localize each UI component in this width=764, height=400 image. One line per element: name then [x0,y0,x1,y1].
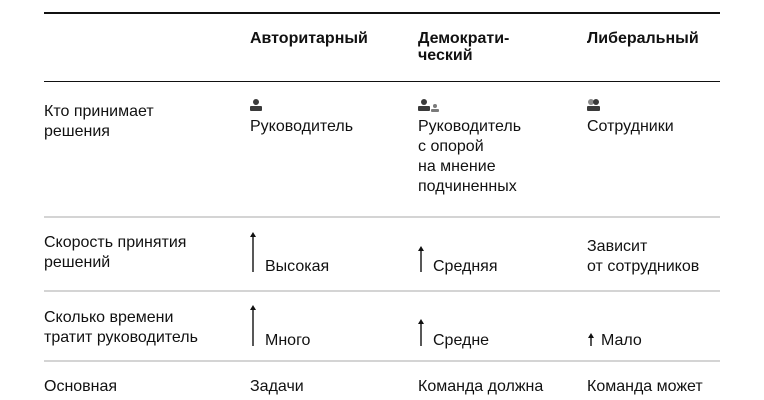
row-label-time [44,308,198,348]
arrow-up-icon [417,319,425,346]
column-header-liberal: Либеральный [587,30,699,47]
time-liberal: Мало [601,332,642,349]
row-label-speed [44,233,186,273]
decides-authoritarian-text: Руководитель [250,118,354,135]
row-label-decides-line2: решения [44,123,110,140]
speed-liberal-line1: Зависит [587,238,648,255]
row-label-speed-line1: Скорость принятия [44,234,187,251]
row-label-time-line1: Сколько времени [44,309,174,326]
row-label-speed-line2: решений [44,254,111,271]
decides-democratic-line4: подчиненных [418,178,517,195]
cell-decides-democratic [418,98,521,197]
row-label-decides-line1: Кто принимает [44,103,154,120]
row-label-time-line2: тратит руководитель [44,329,198,346]
arrow-up-icon [249,232,257,272]
speed-liberal [587,237,699,277]
decides-liberal-text: Сотрудники [587,118,674,135]
column-header-democratic [418,30,509,64]
focus-liberal: Команда может [587,378,703,395]
time-authoritarian: Много [265,332,311,349]
row-separator [44,360,720,362]
time-democratic: Средне [433,332,490,349]
manager-with-subordinate-icon [418,98,438,112]
arrow-up-icon [587,333,595,346]
cell-decides-liberal [587,98,674,137]
decides-democratic-line1: Руководитель [418,118,522,135]
focus-authoritarian: Задачи [250,378,304,395]
arrow-up-icon [417,246,425,272]
header-rule [44,81,720,82]
row-separator [44,290,720,292]
table-top-rule [44,12,720,14]
cell-decides-authoritarian [250,98,353,137]
group-icon [587,98,607,112]
column-header-democratic-line1: Демократи- [418,30,510,47]
arrow-up-icon [249,305,257,346]
row-label-focus: Основная [44,378,118,395]
row-label-decides [44,102,154,142]
decides-democratic-line3: на мнение [418,158,496,175]
row-separator [44,216,720,218]
focus-democratic: Команда должна [418,378,544,395]
column-header-authoritarian: Авторитарный [250,30,368,47]
column-header-democratic-line2: ческий [418,47,473,64]
speed-authoritarian: Высокая [265,258,330,275]
speed-democratic: Средняя [433,258,498,275]
person-icon [250,98,270,112]
speed-liberal-line2: от сотрудников [587,258,700,275]
decides-democratic-line2: с опорой [418,138,484,155]
